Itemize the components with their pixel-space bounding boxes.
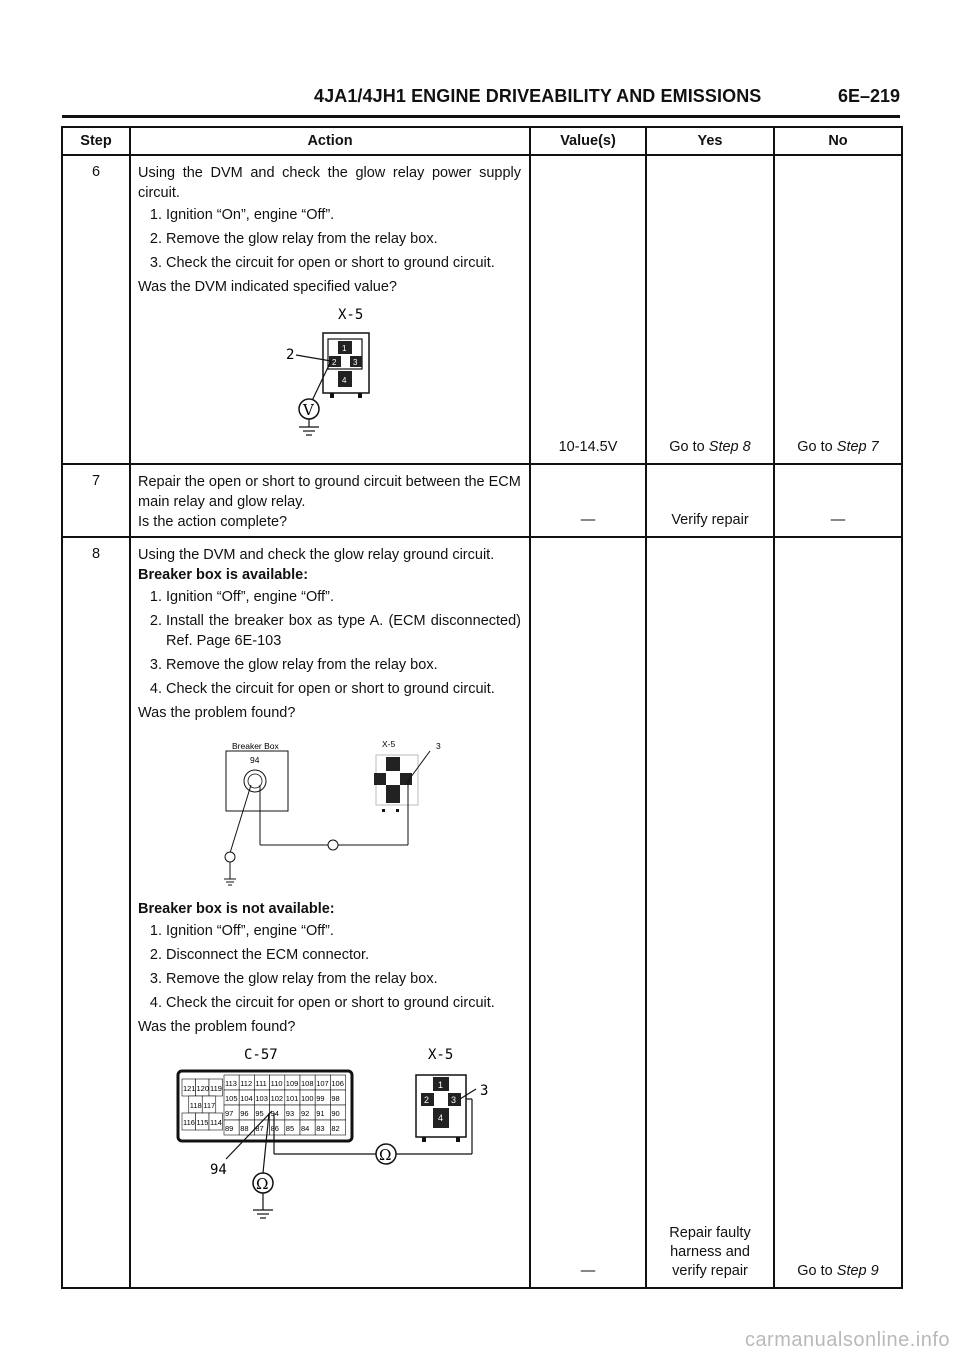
ecm-pin-label: 95: [255, 1109, 264, 1118]
relay-pin-label: 2: [332, 358, 337, 367]
table-row-step-6: [62, 155, 902, 464]
relay-connector-label: X-5: [428, 1047, 454, 1063]
ecm-pin-label: 112: [240, 1079, 253, 1088]
column-header-step: Step: [62, 127, 130, 155]
no-step-link[interactable]: Step 7: [836, 439, 879, 455]
ecm-pin-label: 111: [255, 1079, 267, 1088]
step-number: 8: [62, 537, 130, 1288]
action-question: Was the DVM indicated specified value?: [138, 279, 397, 295]
breaker-box-diagram: [138, 723, 523, 899]
ecm-pin-label: 88: [240, 1124, 249, 1133]
pin-label: 3: [436, 741, 441, 751]
table-header-row: [62, 127, 902, 155]
ecm-pin-label: 115: [196, 1118, 209, 1127]
breaker-box-icon: [226, 741, 288, 811]
action-question: Is the action complete?: [138, 514, 288, 530]
action-question: Was the problem found?: [138, 1019, 296, 1035]
relay-pin-label: 1: [438, 1080, 444, 1090]
ecm-pin-label: 92: [301, 1109, 310, 1118]
ecm-pin-label: 100: [301, 1094, 314, 1103]
column-header-no: No: [774, 127, 902, 155]
yes-step-link[interactable]: Step 8: [708, 439, 751, 455]
ecm-pin-label: 98: [331, 1094, 340, 1103]
connector-label: X-5: [382, 739, 396, 749]
ecm-pin-label: 102: [270, 1094, 284, 1103]
relay-pin-label: 4: [342, 376, 347, 385]
meter-symbol: V: [303, 401, 314, 419]
relay-connector-icon: [374, 755, 418, 812]
relay-pin-label: 1: [342, 344, 347, 353]
pin-label: 2: [286, 347, 295, 363]
relay-pin-label: 3: [353, 358, 358, 367]
no-cell: [774, 155, 902, 464]
ecm-pin-label: 103: [255, 1094, 268, 1103]
ecm-pin-label: 94: [270, 1109, 279, 1118]
ground-icon: [299, 419, 319, 435]
no-prefix: Go to: [797, 1263, 837, 1279]
ecm-pin-label: 104: [240, 1094, 253, 1103]
action-item: 1. Ignition “Off”, engine “Off”.: [166, 921, 521, 941]
yes-text: Repair faulty harness and verify repair: [669, 1225, 751, 1279]
action-intro: Using the DVM and check the glow relay ground circuit.: [138, 547, 495, 563]
ecm-connector-label: C-57: [244, 1047, 278, 1063]
column-header-values: Value(s): [530, 127, 646, 155]
action-question: Was the problem found?: [138, 705, 296, 721]
breaker-not-available-heading: Breaker box is not available:: [138, 901, 335, 917]
no-cell: [774, 537, 902, 1288]
step-number: 6: [62, 155, 130, 464]
ecm-pin-label: 96: [240, 1109, 249, 1118]
ecm-pin-label: 87: [255, 1124, 264, 1133]
ecm-pin-label: 119: [210, 1084, 222, 1093]
watermark: carmanualsonline.info: [744, 1329, 950, 1351]
ohmmeter-icon: [376, 1144, 396, 1164]
ecm-pin-label: 89: [225, 1124, 234, 1133]
breaker-box-label: Breaker Box: [232, 741, 279, 751]
relay-pin-label: 2: [424, 1095, 430, 1105]
relay-connector-icon: [323, 333, 369, 398]
ecm-pin-label: 120: [196, 1084, 210, 1093]
column-header-yes: Yes: [646, 127, 774, 155]
action-item: 3. Check the circuit for open or short to ground circuit.: [166, 253, 521, 273]
ecm-pin-label: 110: [270, 1079, 283, 1088]
ecm-pin-label: 83: [316, 1124, 325, 1133]
action-cell: [130, 155, 530, 464]
ohmmeter-icon: [225, 840, 338, 862]
ecm-pin-label: 109: [285, 1079, 299, 1088]
ecm-pin-label: 82: [331, 1124, 340, 1133]
action-cell: [130, 537, 530, 1288]
ecm-connector-icon: [178, 1071, 352, 1141]
voltmeter-icon: [299, 399, 319, 419]
value-cell: —: [530, 464, 646, 537]
ecm-pin-label: 117: [203, 1101, 216, 1110]
ecm-pin-label: 116: [183, 1118, 195, 1127]
no-step-link[interactable]: Step 9: [836, 1263, 879, 1279]
step-number: 7: [62, 464, 130, 537]
action-item: 3. Remove the glow relay from the relay box.: [166, 969, 521, 989]
action-text: Repair the open or short to ground circuit between the ECM main relay and glow relay.: [138, 474, 521, 510]
action-item: 2. Install the breaker box as type A. (ECM disconnected) Ref. Page 6E-103: [166, 611, 521, 651]
ground-icon: [224, 862, 236, 885]
action-cell: [130, 464, 530, 537]
breaker-available-heading: Breaker box is available:: [138, 567, 309, 583]
terminal-label: 94: [210, 1162, 227, 1178]
ecm-pin-label: 84: [301, 1124, 310, 1133]
action-item: 4. Check the circuit for open or short to ground circuit.: [166, 993, 521, 1013]
table-row-step-7: [62, 464, 902, 537]
ecm-connector-diagram: [138, 1037, 523, 1241]
yes-cell: Verify repair: [646, 464, 774, 537]
ecm-pin-label: 106: [331, 1079, 344, 1088]
no-prefix: Go to: [797, 439, 837, 455]
meter-symbol: Ω: [379, 1146, 392, 1164]
action-item: 2. Disconnect the ECM connector.: [166, 945, 521, 965]
relay-pin-label: 4: [438, 1113, 444, 1123]
ecm-pin-label: 108: [301, 1079, 314, 1088]
ecm-pin-label: 101: [285, 1094, 299, 1103]
ground-icon: [253, 1193, 273, 1218]
relay-pin-label: 3: [451, 1095, 457, 1105]
terminal-label: 94: [250, 755, 260, 765]
ecm-pin-label: 118: [189, 1101, 202, 1110]
value-cell: —: [530, 537, 646, 1288]
ohmmeter-icon: [253, 1173, 273, 1193]
action-intro: Using the DVM and check the glow relay power supply circuit.: [138, 165, 521, 201]
value-cell: 10-14.5V: [530, 155, 646, 464]
table-row-step-8: [62, 537, 902, 1288]
ecm-pin-label: 107: [316, 1079, 329, 1088]
meter-symbol: Ω: [256, 1175, 269, 1193]
dvm-voltage-diagram: [138, 297, 523, 437]
action-item: 2. Remove the glow relay from the relay box.: [166, 229, 521, 249]
action-item: 4. Check the circuit for open or short to ground circuit.: [166, 679, 521, 699]
yes-cell: [646, 155, 774, 464]
ecm-pin-label: 97: [225, 1109, 234, 1118]
ecm-pin-label: 91: [316, 1109, 325, 1118]
action-item: 1. Ignition “On”, engine “Off”.: [166, 205, 521, 225]
page-header: [62, 86, 900, 112]
relay-connector-icon: [416, 1075, 466, 1142]
diagnostic-table: [61, 126, 903, 1289]
header-rule: [62, 115, 900, 118]
connector-label: X-5: [338, 307, 364, 323]
action-item: 3. Remove the glow relay from the relay box.: [166, 655, 521, 675]
ecm-pin-label: 93: [285, 1109, 295, 1118]
yes-prefix: Go to: [669, 439, 709, 455]
ecm-pin-label: 86: [270, 1124, 279, 1133]
ecm-pin-label: 85: [285, 1124, 295, 1133]
action-item: 1. Ignition “Off”, engine “Off”.: [166, 587, 521, 607]
ecm-pin-label: 105: [225, 1094, 238, 1103]
page-title: 4JA1/4JH1 ENGINE DRIVEABILITY AND EMISSIONS: [314, 86, 762, 106]
ecm-pin-label: 90: [331, 1109, 340, 1118]
ecm-pin-label: 114: [210, 1118, 222, 1127]
ecm-pin-label: 99: [316, 1094, 325, 1103]
column-header-action: Action: [130, 127, 530, 155]
no-cell: —: [774, 464, 902, 537]
ecm-pin-label: 113: [225, 1079, 237, 1088]
ecm-pin-label: 121: [183, 1084, 196, 1093]
page-number: 6E–219: [837, 86, 900, 106]
pin-label: 3: [480, 1083, 489, 1099]
yes-cell: [646, 537, 774, 1288]
